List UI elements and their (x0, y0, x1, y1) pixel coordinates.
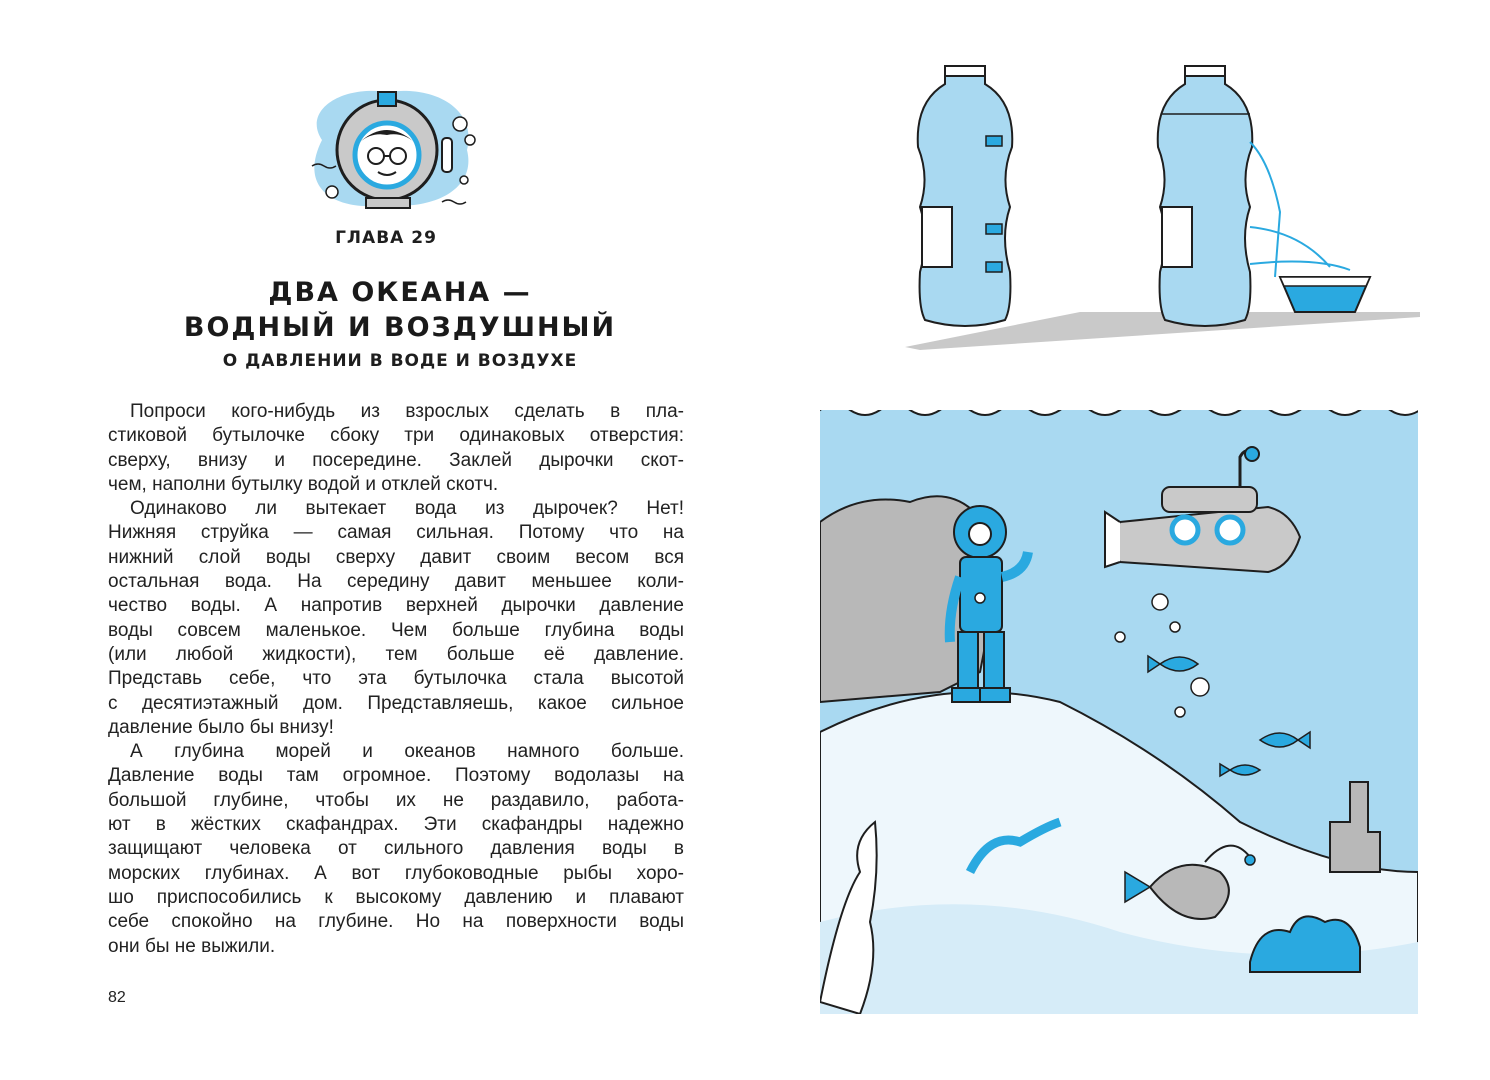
body-line: морских глубинах. А вот глубоководные рыбы хоро- (108, 862, 684, 884)
bottle-leaking-icon (1158, 66, 1370, 326)
body-line: остальная вода. На середину давит меньшее коли- (108, 571, 684, 593)
body-line: Нижняя струйка — самая сильная. Потому что на (108, 522, 684, 544)
bottle-closed-icon (918, 66, 1013, 326)
body-line: давление было бы внизу! (108, 716, 334, 738)
body-line: (или любой жидкости), тем больше её давление. (108, 643, 684, 665)
body-line: чество воды. А напротив верхней дырочки давление (108, 595, 684, 617)
body-line: Одинаково ли вытекает вода из дырочек? Нет! (130, 498, 684, 520)
body-line: большой глубине, чтобы их не раздавило, работа- (108, 789, 684, 811)
body-line: воды совсем маленькое. Чем больше глубина воды (108, 619, 684, 641)
chapter-title-line-2: ВОДНЫЙ И ВОЗДУШНЫЙ (183, 312, 617, 343)
body-line: себе спокойно на глубине. Но на поверхности воды (108, 911, 684, 933)
body-line: ют в жёстких скафандрах. Эти скафандры надежно (108, 814, 684, 836)
body-line: нижний слой воды сверху давит своим весом вся (108, 546, 684, 568)
right-page (745, 0, 1490, 1080)
body-line: Давление воды там огромное. Поэтому водолазы на (108, 765, 684, 787)
body-line: А глубина морей и океанов намного больше. (130, 741, 684, 763)
body-line: Представь себе, что эта бутылочка стала высотой (108, 668, 684, 690)
bottles-illustration (900, 62, 1420, 352)
chapter-title-line-1: ДВА ОКЕАНА — (268, 277, 532, 308)
body-line: стиковой бутылочке сбоку три одинаковых отверстия: (108, 425, 684, 447)
body-line: они бы не выжили. (108, 935, 276, 957)
underwater-scene-illustration (820, 402, 1418, 1014)
chapter-label: ГЛАВА 29 (335, 228, 437, 248)
chapter-subtitle: О ДАВЛЕНИИ В ВОДЕ И ВОЗДУХЕ (222, 351, 578, 371)
body-line: защищают человека от сильного давления воды в (108, 838, 684, 860)
page-number: 82 (108, 989, 126, 1006)
body-line: сверху, внизу и посередине. Заклей дырочки скот- (108, 449, 684, 471)
body-line: с десятиэтажный дом. Представляешь, какое сильное (108, 692, 684, 714)
body-line: шо приспособились к высокому давлению и плавают (108, 886, 684, 908)
body-text (108, 400, 684, 959)
body-line: Попроси кого-нибудь из взрослых сделать в пла- (130, 401, 684, 422)
body-line: чем, наполни бутылку водой и отклей скотч. (108, 473, 499, 495)
diver-boy-icon (292, 80, 482, 215)
